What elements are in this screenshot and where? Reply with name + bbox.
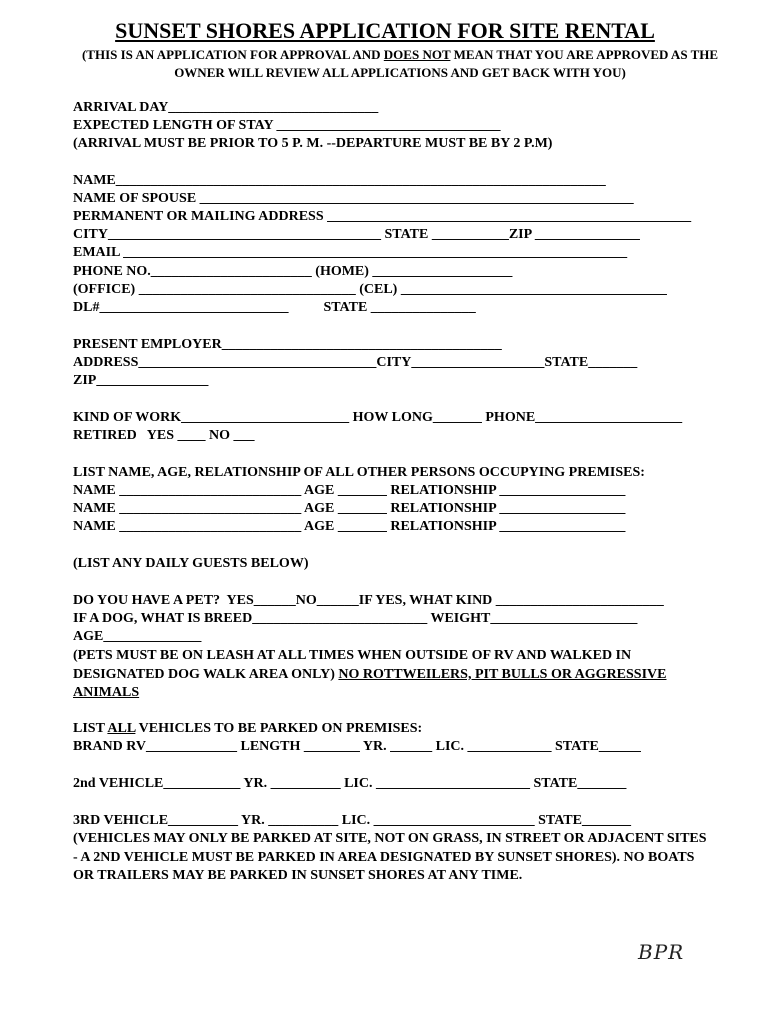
drivers-license-field[interactable]: DL#___________________________ STATE _______________ <box>73 300 476 315</box>
pet-policy-note <box>73 647 713 703</box>
second-vehicle-field[interactable]: 2nd VEHICLE___________ YR. __________ LIC. ______________________ STATE_______ <box>73 776 627 791</box>
spouse-name-field[interactable]: NAME OF SPOUSE ______________________________________________________________ <box>73 191 634 206</box>
phone-home-field[interactable]: PHONE NO._______________________ (HOME) ____________________ <box>73 264 513 279</box>
pet-field[interactable]: DO YOU HAVE A PET? YES______NO______IF YES, WHAT KIND ________________________ <box>73 593 664 608</box>
mailing-address-field[interactable]: PERMANENT OR MAILING ADDRESS ____________________________________________________ <box>73 209 692 224</box>
daily-guests-label: (LIST ANY DAILY GUESTS BELOW) <box>73 556 309 571</box>
length-of-stay-field[interactable]: EXPECTED LENGTH OF STAY ________________________________ <box>73 118 501 133</box>
rv-field[interactable]: BRAND RV_____________ LENGTH ________ YR. ______ LIC. ____________ STATE______ <box>73 739 641 754</box>
employer-zip-field[interactable]: ZIP________________ <box>73 373 209 388</box>
employer-address-field[interactable]: ADDRESS__________________________________CITY___________________STATE_______ <box>73 355 638 370</box>
name-field[interactable]: NAME______________________________________________________________________ <box>73 173 606 188</box>
vehicles-header <box>73 720 422 738</box>
employer-field[interactable]: PRESENT EMPLOYER________________________________________ <box>73 337 502 352</box>
vehicle-parking-note: (VEHICLES MAY ONLY BE PARKED AT SITE, NOT ON GRASS, IN STREET OR ADJACENT SITES - A 2ND VEHICLE MUST BE PARKED IN AREA DESIGNATED BY SUNSET SHORES). NO BOATS OR TRAILERS MAY BE PARKED IN SUNSET SHORES AT ANY TIME. <box>73 831 707 883</box>
form-subtitle <box>60 46 740 81</box>
third-vehicle-field[interactable]: 3RD VEHICLE__________ YR. __________ LIC. _______________________ STATE_______ <box>73 813 631 828</box>
subtitle-text-after: MEAN THAT YOU ARE APPROVED AS THE OWNER WILL REVIEW ALL APPLICATIONS AND GET BACK WITH YOU) <box>174 47 719 80</box>
occupant-row[interactable]: NAME __________________________ AGE _______ RELATIONSHIP __________________ <box>73 483 626 498</box>
vehicles-header-after: VEHICLES TO BE PARKED ON PREMISES: <box>135 721 423 736</box>
dog-breed-weight-field[interactable]: IF A DOG, WHAT IS BREED_________________________ WEIGHT_____________________ <box>73 611 638 626</box>
kind-of-work-field[interactable]: KIND OF WORK________________________ HOW LONG_______ PHONE_____________________ <box>73 410 683 425</box>
dog-age-field[interactable]: AGE______________ <box>73 629 202 644</box>
subtitle-emphasis: DOES NOT <box>383 47 451 62</box>
retired-field[interactable]: RETIRED YES ____ NO ___ <box>73 428 255 443</box>
occupant-row[interactable]: NAME __________________________ AGE _______ RELATIONSHIP __________________ <box>73 519 626 534</box>
form-title: SUNSET SHORES APPLICATION FOR SITE RENTAL <box>115 18 655 43</box>
restricted-breeds-text: NO ROTTWEILERS, PIT BULLS OR AGGRESSIVE ANIMALS <box>73 666 667 700</box>
vehicles-header-emphasis: ALL <box>107 721 136 736</box>
email-field[interactable]: EMAIL ________________________________________________________________________ <box>73 245 628 260</box>
subtitle-text-before: (THIS IS AN APPLICATION FOR APPROVAL AND <box>81 47 384 62</box>
occupants-header: LIST NAME, AGE, RELATIONSHIP OF ALL OTHER PERSONS OCCUPYING PREMISES: <box>73 465 645 480</box>
city-state-zip-field[interactable]: CITY_______________________________________ STATE ___________ZIP _______________ <box>73 227 640 242</box>
signature-initials: BPR <box>638 940 685 964</box>
pet-policy-text: (PETS MUST BE ON LEASH AT ALL TIMES WHEN OUTSIDE OF RV AND WALKED IN DESIGNATED DOG WALK AREA ONLY) <box>73 648 632 682</box>
vehicles-header-before: LIST <box>73 721 108 736</box>
occupant-row[interactable]: NAME __________________________ AGE _______ RELATIONSHIP __________________ <box>73 501 626 516</box>
arrival-day-field[interactable]: ARRIVAL DAY______________________________ <box>73 100 379 115</box>
arrival-departure-note: (ARRIVAL MUST BE PRIOR TO 5 P. M. --DEPARTURE MUST BE BY 2 P.M) <box>73 136 553 151</box>
phone-office-cell-field[interactable]: (OFFICE) _______________________________ (CEL) ______________________________________ <box>73 282 667 297</box>
